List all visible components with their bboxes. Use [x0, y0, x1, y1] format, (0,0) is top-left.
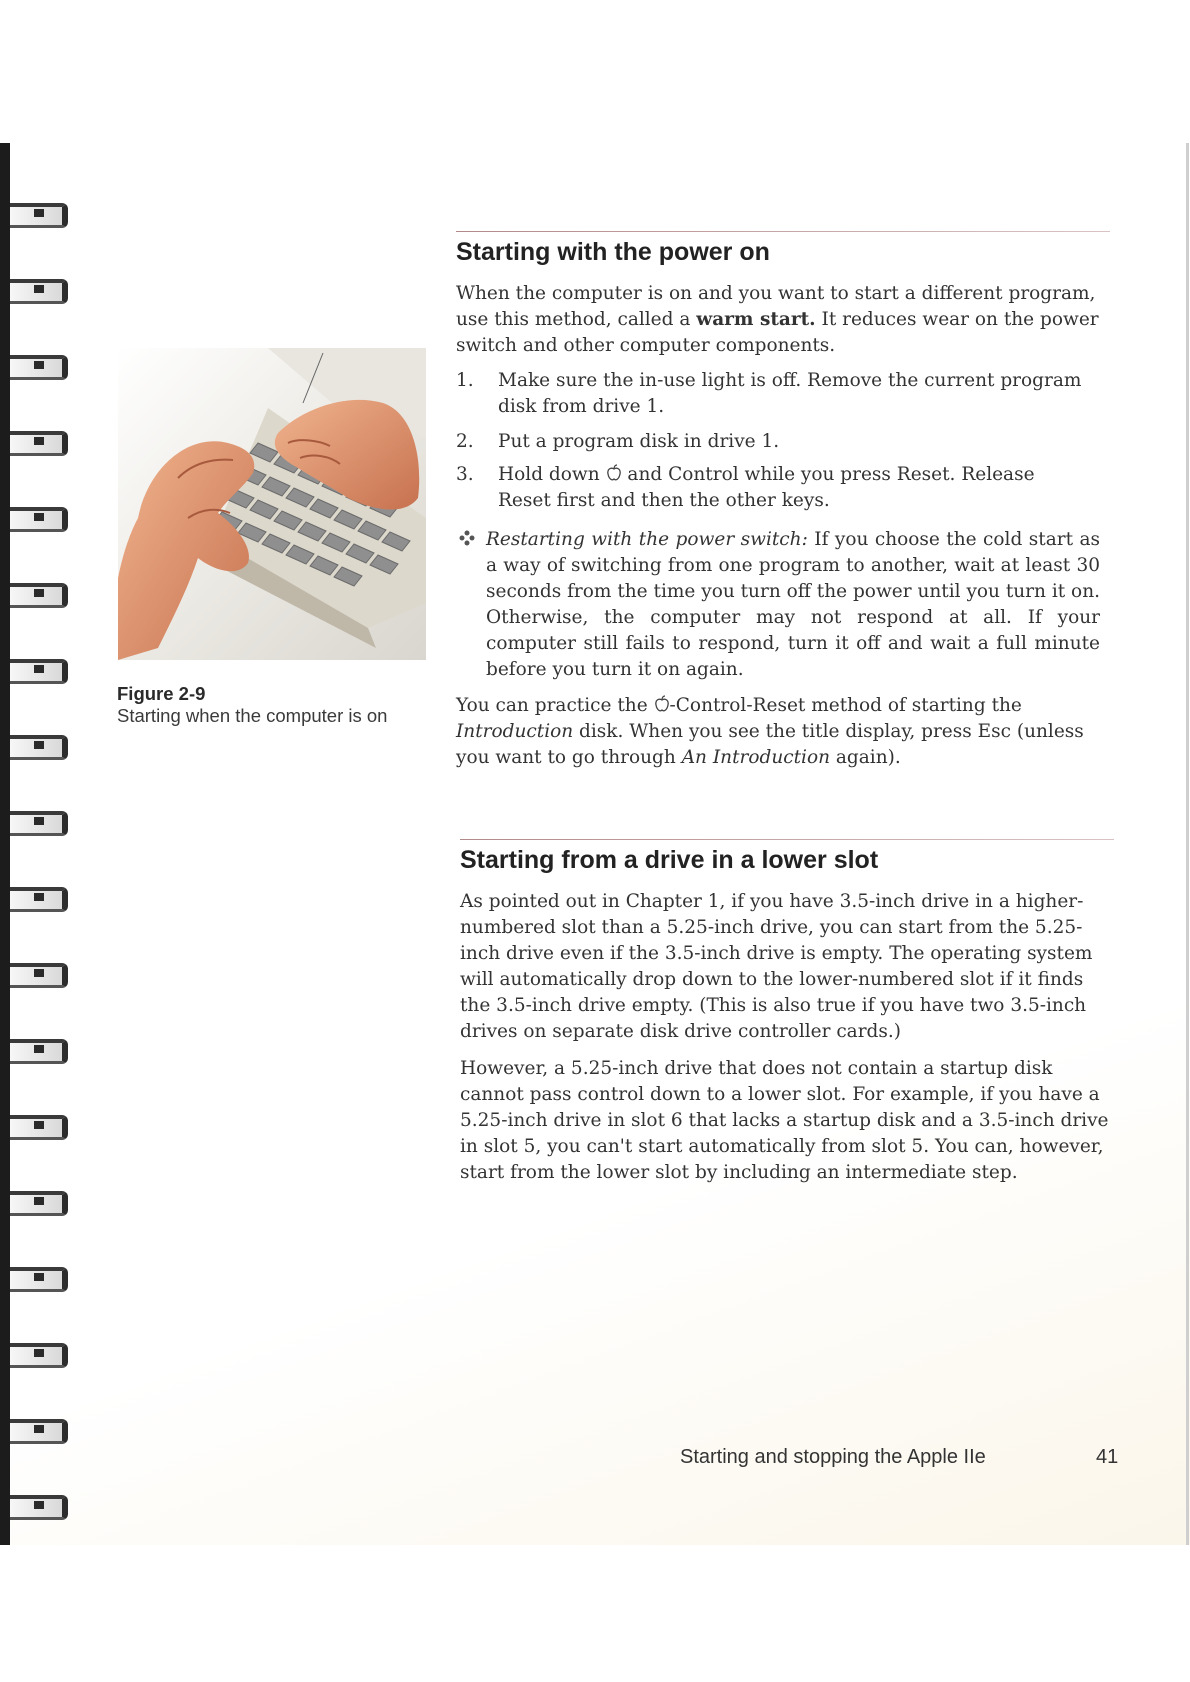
running-footer: Starting and stopping the Apple IIe: [680, 1446, 986, 1468]
open-apple-icon: [654, 695, 670, 713]
binding-ring: [10, 803, 62, 841]
step-text: Put a program disk in drive 1.: [498, 431, 780, 452]
page-number: 41: [1096, 1446, 1119, 1468]
list-item: [456, 368, 1096, 420]
keyboard-hands-photo: [118, 348, 426, 660]
note-diamond-icon: [458, 529, 476, 547]
binding-ring: [10, 499, 62, 537]
step-number: 1.: [456, 370, 474, 391]
binding-ring: [10, 423, 62, 461]
spiral-binding: [0, 143, 70, 1545]
binding-ring: [10, 347, 62, 385]
list-item: [456, 429, 1096, 455]
binding-ring: [10, 1107, 62, 1145]
binding-ring: [10, 1031, 62, 1069]
figure-caption: [117, 683, 397, 727]
step-text: Hold down and Control while you press Reset. Release Reset first and then the other keys.: [498, 464, 1035, 511]
section-heading: Starting with the power on: [456, 238, 770, 266]
binding-ring: [10, 271, 62, 309]
note-title: Restarting with the power switch:: [486, 529, 808, 550]
warm-start-term: warm start.: [696, 309, 816, 330]
page-edge: [1186, 143, 1189, 1545]
list-item: [456, 462, 1096, 514]
figure-number: Figure 2-9: [117, 683, 206, 704]
binding-ring: [10, 955, 62, 993]
intro-paragraph: [456, 281, 1101, 359]
step-text: Make sure the in-use light is off. Remove the current program disk from drive 1.: [498, 370, 1082, 417]
binding-ring: [10, 1335, 62, 1373]
step-number: 2.: [456, 431, 474, 452]
binding-ring: [10, 1487, 62, 1525]
section-rule: [456, 231, 1110, 232]
body-paragraph: As pointed out in Chapter 1, if you have 3.5-inch drive in a higher-numbered slot than a 5.25-inch drive, you can start from the 5.25-inch drive even if the 3.5-inch drive is empty. The operating system will automatically drop down to the lower-numbered slot if it finds the 3.5-inch drive empty. (This is also true if you have two 3.5-inch drives on separate disk drive controller cards.): [460, 891, 1093, 1042]
open-apple-icon: [606, 464, 622, 482]
binding-ring: [10, 1183, 62, 1221]
binding-ring: [10, 575, 62, 613]
binding-ring: [10, 879, 62, 917]
note-text: If you choose the cold start as a way of switching from one program to another, wait at least 30 seconds from the time you turn off the power until you turn it on. Otherwise, the computer may not respond at all. If your computer still fails to respond, turn it off and wait a full minute before you turn it on again.: [486, 529, 1100, 680]
intro-text: When the computer is on and you want to start a different program, use this method, called a: [456, 283, 1096, 330]
binding-ring: [10, 651, 62, 689]
binding-ring: [10, 195, 62, 233]
section-heading: Starting from a drive in a lower slot: [460, 846, 879, 874]
section-rule: [460, 839, 1114, 840]
step-number: 3.: [456, 464, 474, 485]
practice-paragraph: You can practice the -Control-Reset method of starting the Introduction disk. When you see the title display, press Esc (unless you want to go through An Introduction again).: [456, 695, 1084, 768]
binding-ring: [10, 727, 62, 765]
body-paragraph: However, a 5.25-inch drive that does not contain a startup disk cannot pass control down to a lower slot. For example, if you have a 5.25-inch drive in slot 6 that lacks a startup disk and a 3.5-inch drive in slot 5, you can't start automatically from slot 5. You can, however, start from the lower slot by including an intermediate step.: [460, 1058, 1109, 1183]
figure-caption-text: Starting when the computer is on: [117, 705, 388, 726]
intro-text-end: It reduces wear on the power switch and other computer components.: [456, 309, 1099, 356]
note-block: [458, 527, 1100, 683]
binding-ring: [10, 1259, 62, 1297]
binding-ring: [10, 1411, 62, 1449]
